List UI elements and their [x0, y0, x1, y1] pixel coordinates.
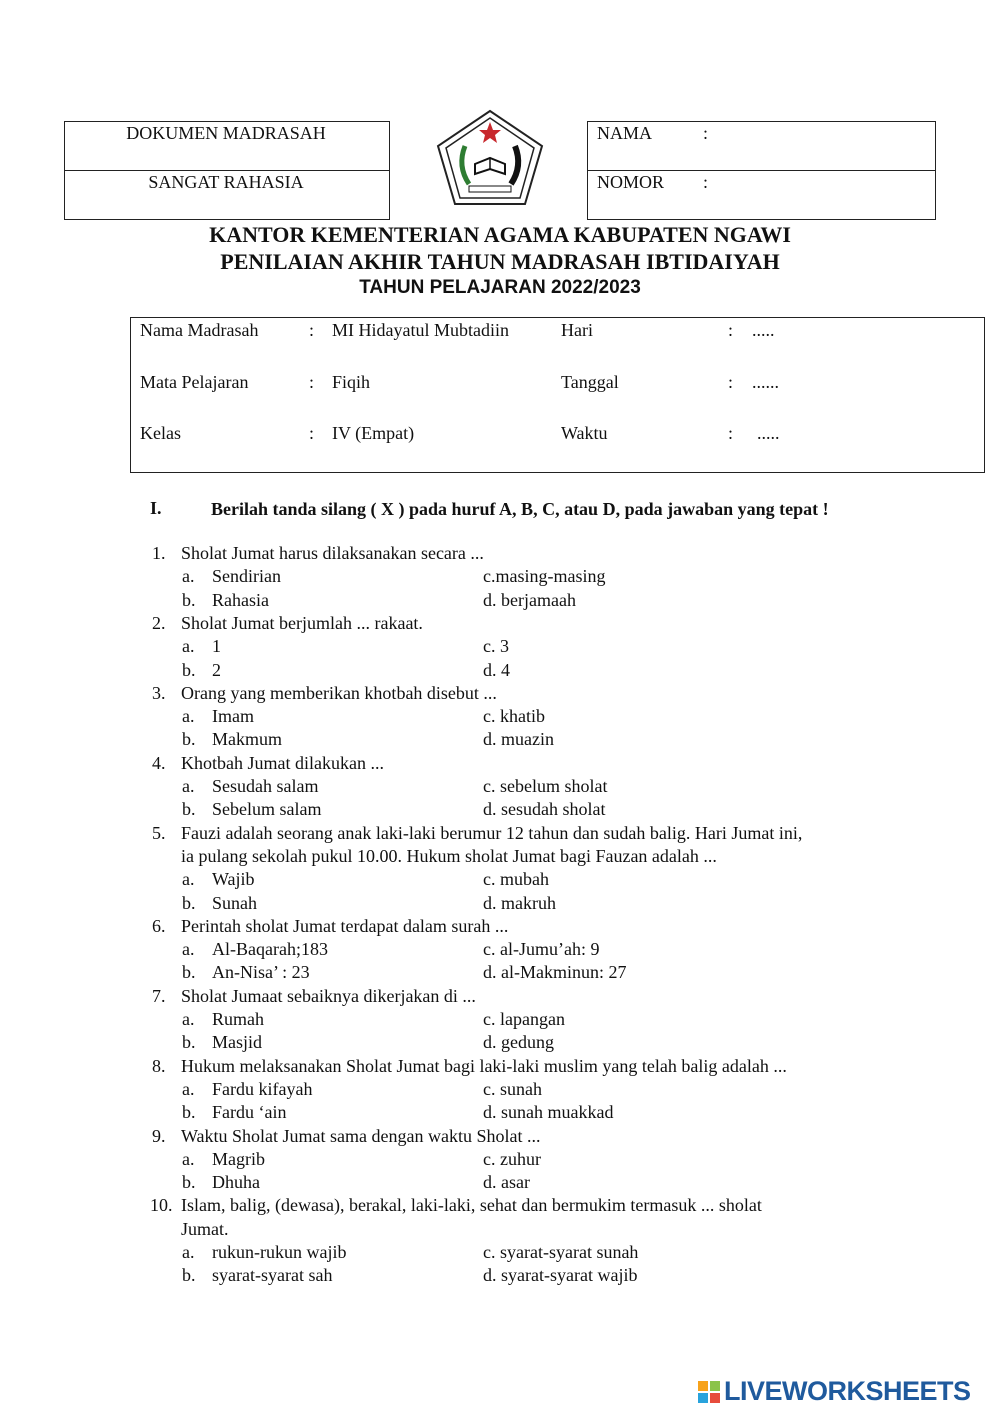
- option-b-letter[interactable]: b.: [182, 1102, 196, 1123]
- question-text: Sholat Jumaat sebaiknya dikerjakan di ...: [181, 985, 476, 1006]
- option-a-letter[interactable]: a.: [182, 939, 195, 960]
- option-a[interactable]: Magrib: [212, 1148, 265, 1169]
- option-a-letter[interactable]: a.: [182, 1242, 195, 1262]
- question-number: 8.: [152, 1055, 166, 1076]
- hari-label: Hari: [561, 320, 593, 340]
- kemenag-logo-icon: [435, 108, 545, 208]
- option-b[interactable]: Sunah: [212, 892, 257, 913]
- question-text: Fauzi adalah seorang anak laki-laki berumur 12 tahun dan sudah balig. Hari Jumat ini,: [181, 822, 803, 843]
- option-a[interactable]: Sesudah salam: [212, 776, 319, 796]
- option-a[interactable]: Al-Baqarah;183: [212, 939, 328, 960]
- option-d[interactable]: d. sunah muakkad: [483, 1102, 614, 1123]
- question-number: 2.: [152, 612, 166, 633]
- mapel-label: Mata Pelajaran: [140, 372, 249, 392]
- question-number: 3.: [152, 682, 166, 703]
- option-d[interactable]: d. makruh: [483, 892, 556, 913]
- option-c[interactable]: c. sebelum sholat: [483, 776, 608, 796]
- option-a-letter[interactable]: a.: [182, 869, 195, 890]
- question-number: 4.: [152, 752, 166, 773]
- tanggal-value: ......: [752, 372, 779, 392]
- question-text: Islam, balig, (dewasa), berakal, laki-laki, sehat dan bermukim termasuk ... sholat: [181, 1195, 762, 1216]
- option-b[interactable]: Makmum: [212, 729, 282, 750]
- liveworksheets-logo-icon: [697, 1380, 721, 1404]
- dokumen-madrasah-label: DOKUMEN MADRASAH: [126, 123, 326, 143]
- hari-value: .....: [752, 320, 775, 340]
- option-b[interactable]: syarat-syarat sah: [212, 1265, 333, 1286]
- question-number: 7.: [152, 985, 166, 1006]
- option-d[interactable]: d. 4: [483, 659, 510, 680]
- assessment-title: PENILAIAN AKHIR TAHUN MADRASAH IBTIDAIYAH: [220, 249, 780, 274]
- option-b-letter[interactable]: b.: [182, 1032, 196, 1053]
- option-b[interactable]: Sebelum salam: [212, 799, 322, 820]
- nama-colon: :: [703, 123, 709, 143]
- option-c[interactable]: c.masing-masing: [483, 566, 606, 587]
- mapel-colon: :: [309, 372, 315, 392]
- option-d[interactable]: d. sesudah sholat: [483, 799, 606, 820]
- kelas-value: IV (Empat): [332, 423, 415, 443]
- option-c[interactable]: c. lapangan: [483, 1009, 565, 1029]
- option-a-letter[interactable]: a.: [182, 776, 195, 796]
- office-title: KANTOR KEMENTERIAN AGAMA KABUPATEN NGAWI: [209, 222, 791, 247]
- madrasah-colon: :: [309, 320, 315, 340]
- liveworksheets-brand: LIVEWORKSHEETS: [724, 1376, 971, 1406]
- sangat-rahasia-label: SANGAT RAHASIA: [148, 172, 304, 192]
- option-b[interactable]: An-Nisa’ : 23: [212, 962, 310, 983]
- question-number: 6.: [152, 915, 166, 936]
- question-text: Sholat Jumat harus dilaksanakan secara ...: [181, 543, 484, 563]
- waktu-label: Waktu: [561, 423, 608, 443]
- madrasah-value: MI Hidayatul Mubtadiin: [332, 320, 509, 340]
- option-b-letter[interactable]: b.: [182, 1265, 196, 1286]
- option-a-letter[interactable]: a.: [182, 636, 195, 657]
- academic-year-title: TAHUN PELAJARAN 2022/2023: [359, 277, 641, 298]
- option-b[interactable]: Rahasia: [212, 589, 269, 610]
- option-b-letter[interactable]: b.: [182, 799, 196, 820]
- section-instruction: Berilah tanda silang ( X ) pada huruf A, B, C, atau D, pada jawaban yang tepat !: [211, 499, 829, 519]
- option-a[interactable]: Rumah: [212, 1009, 264, 1029]
- option-c[interactable]: c. al-Jumu’ah: 9: [483, 939, 600, 960]
- option-b-letter[interactable]: b.: [182, 1172, 196, 1193]
- tanggal-label: Tanggal: [561, 372, 619, 392]
- option-a[interactable]: rukun-rukun wajib: [212, 1242, 347, 1262]
- option-a-letter[interactable]: a.: [182, 1078, 195, 1099]
- option-a-letter[interactable]: a.: [182, 1009, 195, 1029]
- option-b-letter[interactable]: b.: [182, 729, 196, 750]
- option-a[interactable]: Wajib: [212, 869, 255, 890]
- option-a-letter[interactable]: a.: [182, 1148, 195, 1169]
- question-text: ia pulang sekolah pukul 10.00. Hukum sholat Jumat bagi Fauzan adalah ...: [181, 845, 717, 866]
- option-d[interactable]: d. berjamaah: [483, 589, 576, 610]
- option-c[interactable]: c. khatib: [483, 706, 545, 727]
- waktu-colon: :: [728, 423, 734, 443]
- option-b[interactable]: Fardu ‘ain: [212, 1102, 287, 1123]
- hari-colon: :: [728, 320, 734, 340]
- option-b-letter[interactable]: b.: [182, 589, 196, 610]
- question-text: Sholat Jumat berjumlah ... rakaat.: [181, 612, 423, 633]
- question-text: Jumat.: [181, 1218, 229, 1239]
- question-number: 1.: [152, 543, 166, 563]
- question-text: Hukum melaksanakan Sholat Jumat bagi laki-laki muslim yang telah balig adalah ...: [181, 1055, 787, 1076]
- mapel-value: Fiqih: [332, 372, 371, 392]
- option-d[interactable]: d. muazin: [483, 729, 554, 750]
- tanggal-colon: :: [728, 372, 734, 392]
- kelas-colon: :: [309, 423, 315, 443]
- question-number: 5.: [152, 822, 166, 843]
- option-c[interactable]: c. mubah: [483, 869, 549, 890]
- option-c[interactable]: c. sunah: [483, 1078, 542, 1099]
- option-a[interactable]: 1: [212, 636, 221, 657]
- option-a[interactable]: Fardu kifayah: [212, 1078, 313, 1099]
- option-d[interactable]: d. syarat-syarat wajib: [483, 1265, 638, 1286]
- option-b[interactable]: 2: [212, 659, 221, 680]
- kelas-label: Kelas: [140, 423, 181, 443]
- option-c[interactable]: c. zuhur: [483, 1148, 541, 1169]
- option-a-letter[interactable]: a.: [182, 566, 195, 587]
- waktu-value: .....: [757, 423, 780, 443]
- question-text: Khotbah Jumat dilakukan ...: [181, 752, 384, 773]
- question-text: Waktu Sholat Jumat sama dengan waktu Sholat ...: [181, 1125, 541, 1146]
- option-b[interactable]: Masjid: [212, 1032, 263, 1053]
- nama-label: NAMA: [597, 123, 653, 143]
- question-number: 10.: [150, 1195, 173, 1216]
- question-text: Orang yang memberikan khotbah disebut ...: [181, 682, 497, 703]
- option-b-letter[interactable]: b.: [182, 892, 196, 913]
- option-b-letter[interactable]: b.: [182, 659, 196, 680]
- question-number: 9.: [152, 1125, 166, 1146]
- option-a-letter[interactable]: a.: [182, 706, 195, 727]
- option-d[interactable]: d. gedung: [483, 1032, 554, 1053]
- nomor-label: NOMOR: [597, 172, 665, 192]
- option-b[interactable]: Dhuha: [212, 1172, 260, 1193]
- option-d[interactable]: d. al-Makminun: 27: [483, 962, 627, 983]
- section-number: I.: [150, 498, 162, 518]
- option-b-letter[interactable]: b.: [182, 962, 196, 983]
- option-c[interactable]: c. syarat-syarat sunah: [483, 1242, 639, 1262]
- option-d[interactable]: d. asar: [483, 1172, 530, 1193]
- nomor-colon: :: [703, 172, 709, 192]
- madrasah-label: Nama Madrasah: [140, 320, 259, 340]
- question-text: Perintah sholat Jumat terdapat dalam surah ...: [181, 915, 509, 936]
- option-a[interactable]: Imam: [212, 706, 254, 727]
- option-a[interactable]: Sendirian: [212, 566, 281, 587]
- option-c[interactable]: c. 3: [483, 636, 509, 657]
